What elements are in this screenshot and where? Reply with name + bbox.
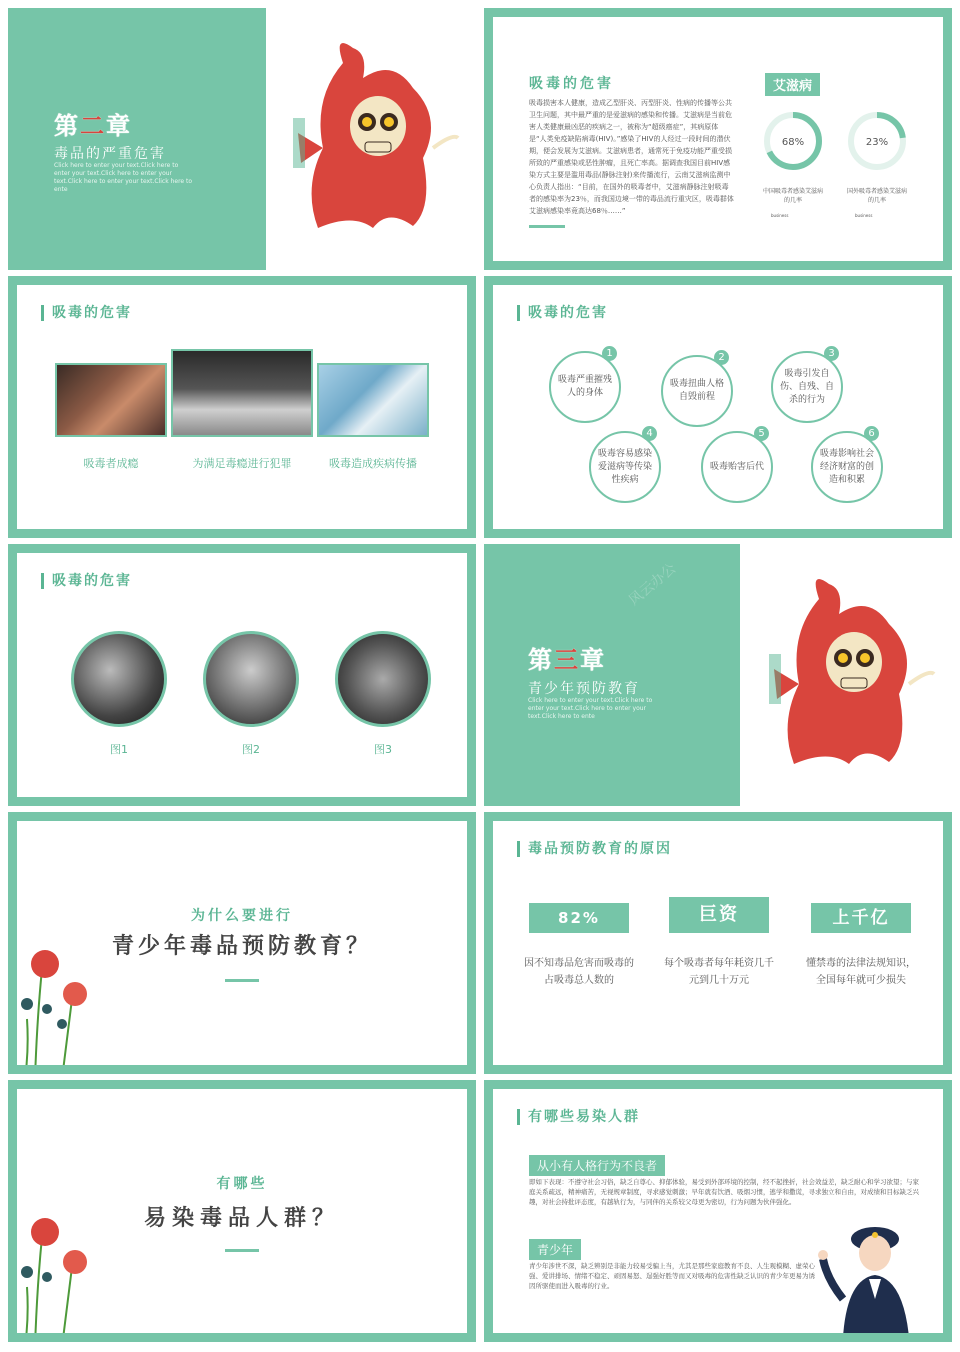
group-description: 青少年涉世不深，缺乏辨别是非能力较易受骗上当，尤其是那些家庭教育不良、人生观模糊、虚荣心强、爱讲排场、情绪不稳定、顽固易怒、逞强好胜等而又对吸毒的危害性缺乏认识的青少年更易为诱因所驱使而进入吸毒的行业。 xyxy=(529,1262,815,1290)
slide-chapter-three xyxy=(484,544,952,806)
harm-bubble: 1 吸毒严重摧残人的身体 xyxy=(549,351,621,423)
stat-value: 巨资 xyxy=(669,897,769,933)
photo-disease xyxy=(317,363,429,437)
group-tag: 从小有人格行为不良者 xyxy=(529,1155,665,1176)
figure-caption: 图1 xyxy=(110,743,128,756)
stat-description: 每个吸毒者每年耗资几千元到几十万元 xyxy=(664,958,774,986)
poppy-flowers-illustration xyxy=(17,1207,107,1342)
slide-susceptible-question xyxy=(8,1080,476,1342)
stat-value: 82% xyxy=(529,903,629,933)
slide-susceptible-groups xyxy=(484,1080,952,1342)
title-underline xyxy=(529,225,565,228)
slide-title: 吸毒的危害 xyxy=(41,305,132,321)
chapter-number: 第二章 xyxy=(54,112,132,140)
slide-prevention-reasons xyxy=(484,812,952,1074)
slide-aids xyxy=(484,8,952,270)
slide-title: 有哪些易染人群 xyxy=(517,1109,640,1125)
donut-sub: business xyxy=(771,213,789,218)
question-line2: 易染毒品人群？ xyxy=(143,1206,340,1231)
photo-crime xyxy=(171,349,313,437)
figure-caption: 图3 xyxy=(374,743,392,756)
donut-chart-abroad xyxy=(845,109,909,173)
photo-caption: 吸毒者成瘾 xyxy=(83,457,139,470)
harm-bubble: 4 吸毒容易感染爱滋病等传染性疾病 xyxy=(589,431,661,503)
stat-description: 因不知毒品危害而吸毒的占吸毒总人数的 xyxy=(524,958,634,986)
photo-addict xyxy=(55,363,167,437)
figure-caption: 图2 xyxy=(242,743,260,756)
slide-chapter-two xyxy=(8,8,476,270)
question-line1: 为什么要进行 xyxy=(191,908,293,924)
poppy-flowers-illustration xyxy=(17,939,107,1074)
figure-photo-1 xyxy=(71,631,167,727)
grim-reaper-illustration xyxy=(769,574,939,774)
donut-value: 68% xyxy=(781,137,805,148)
slide-why-prevention xyxy=(8,812,476,1074)
donut-sub: business xyxy=(855,213,873,218)
chapter-placeholder-text: Click here to enter your text.Click here to enter your text.Click here to enter your text.Click here to enter your text.Click here to ente xyxy=(54,162,193,193)
photo-caption: 为满足毒瘾进行犯罪 xyxy=(192,457,292,470)
donut-value: 23% xyxy=(865,137,889,148)
photo-caption: 吸毒造成疾病传播 xyxy=(329,457,417,470)
harm-bubble: 3 吸毒引发自伤、自残、自杀的行为 xyxy=(771,351,843,423)
donut-chart-china xyxy=(761,109,825,173)
slide-title: 吸毒的危害 xyxy=(41,573,132,589)
slide-title: 吸毒的危害 xyxy=(529,76,614,92)
harm-bubble: 6 吸毒影响社会经济财富的创造和积累 xyxy=(811,431,883,503)
donut-label: 中国吸毒者感染艾滋病的几率 xyxy=(763,188,824,204)
stat-value: 上千亿 xyxy=(811,903,911,933)
aids-paragraph: 吸毒损害本人健康，造成乙型肝炎、丙型肝炎、性病的传播等公共卫生问题，其中最严重的是爱滋病的感染和传播。艾滋病是当前危害人类健康最凶恶的疾病之一，被称为“超级癌症”，其病原体是“人类免疫缺陷病毒(HIV)。”感染了HIV的人经过一段时间的潜伏期，便会发展为艾滋病。艾滋病患者，通常死于免疫功能严重受损所致的严重感染或恶性肿瘤，且死亡率高。据调查我国目前HIV感染方式主要是滥用毒品(静脉注射)来传播流行，云南艾滋病监测中心负责人指出：“目前，在国外的吸毒者中，艾滋病静脉注射吸毒者的感染率为23％，而我国边境一带的毒品流行重灾区，吸毒群体艾滋病感染率竟高达68％……” xyxy=(529,99,734,215)
chapter-number: 第三章 xyxy=(528,646,606,674)
figure-photo-3 xyxy=(335,631,431,727)
slide-harm-photos xyxy=(8,276,476,538)
slide-title: 毒品预防教育的原因 xyxy=(517,841,672,857)
harm-bubble: 5 吸毒贻害后代 xyxy=(701,431,773,503)
question-line2: 青少年毒品预防教育？ xyxy=(111,934,372,959)
slide-figures xyxy=(8,544,476,806)
title-underline xyxy=(225,979,259,982)
donut-label: 国外吸毒者感染艾滋病的几率 xyxy=(847,188,908,204)
figure-photo-2 xyxy=(203,631,299,727)
watermark: 风云办公 xyxy=(626,560,680,609)
chapter-panel xyxy=(8,8,266,270)
stat-description: 懂禁毒的法律法规知识，全国每年就可少损失 xyxy=(806,958,916,986)
group-description: 即如下表现：不遵守社会习俗，缺乏自尊心、抑郁体验，易受到外部环境的控制，经不起挫折，社会效益差，缺乏耐心和学习欲望；与家庭关系疏远，精神痛苦，无视规章制度，寻求感觉刺激；早年就有饮酒、吸烟习惯，逃学和撒谎，寻求独立和自由，对成绩和目标缺乏兴趣，对社会持批评态度，有越轨行为，与同伴的关系较父母更为密切，行为问题为伙伴强化。 xyxy=(529,1178,919,1206)
chapter-panel xyxy=(484,544,740,806)
police-officer-illustration xyxy=(813,1209,933,1337)
chapter-subtitle: 青少年预防教育 xyxy=(528,681,640,697)
chapter-placeholder-text: Click here to enter your text.Click here to enter your text.Click here to enter your text.Click here to ente xyxy=(528,697,653,720)
slide-title: 吸毒的危害 xyxy=(517,305,608,321)
chapter-subtitle: 毒品的严重危害 xyxy=(54,146,166,162)
grim-reaper-illustration xyxy=(293,38,463,238)
title-underline xyxy=(225,1249,259,1252)
question-line1: 有哪些 xyxy=(216,1176,268,1192)
aids-tag: 艾滋病 xyxy=(765,73,820,96)
group-tag: 青少年 xyxy=(529,1239,581,1260)
harm-bubble: 2 吸毒扭曲人格自毁前程 xyxy=(661,355,733,427)
slide-six-harms xyxy=(484,276,952,538)
